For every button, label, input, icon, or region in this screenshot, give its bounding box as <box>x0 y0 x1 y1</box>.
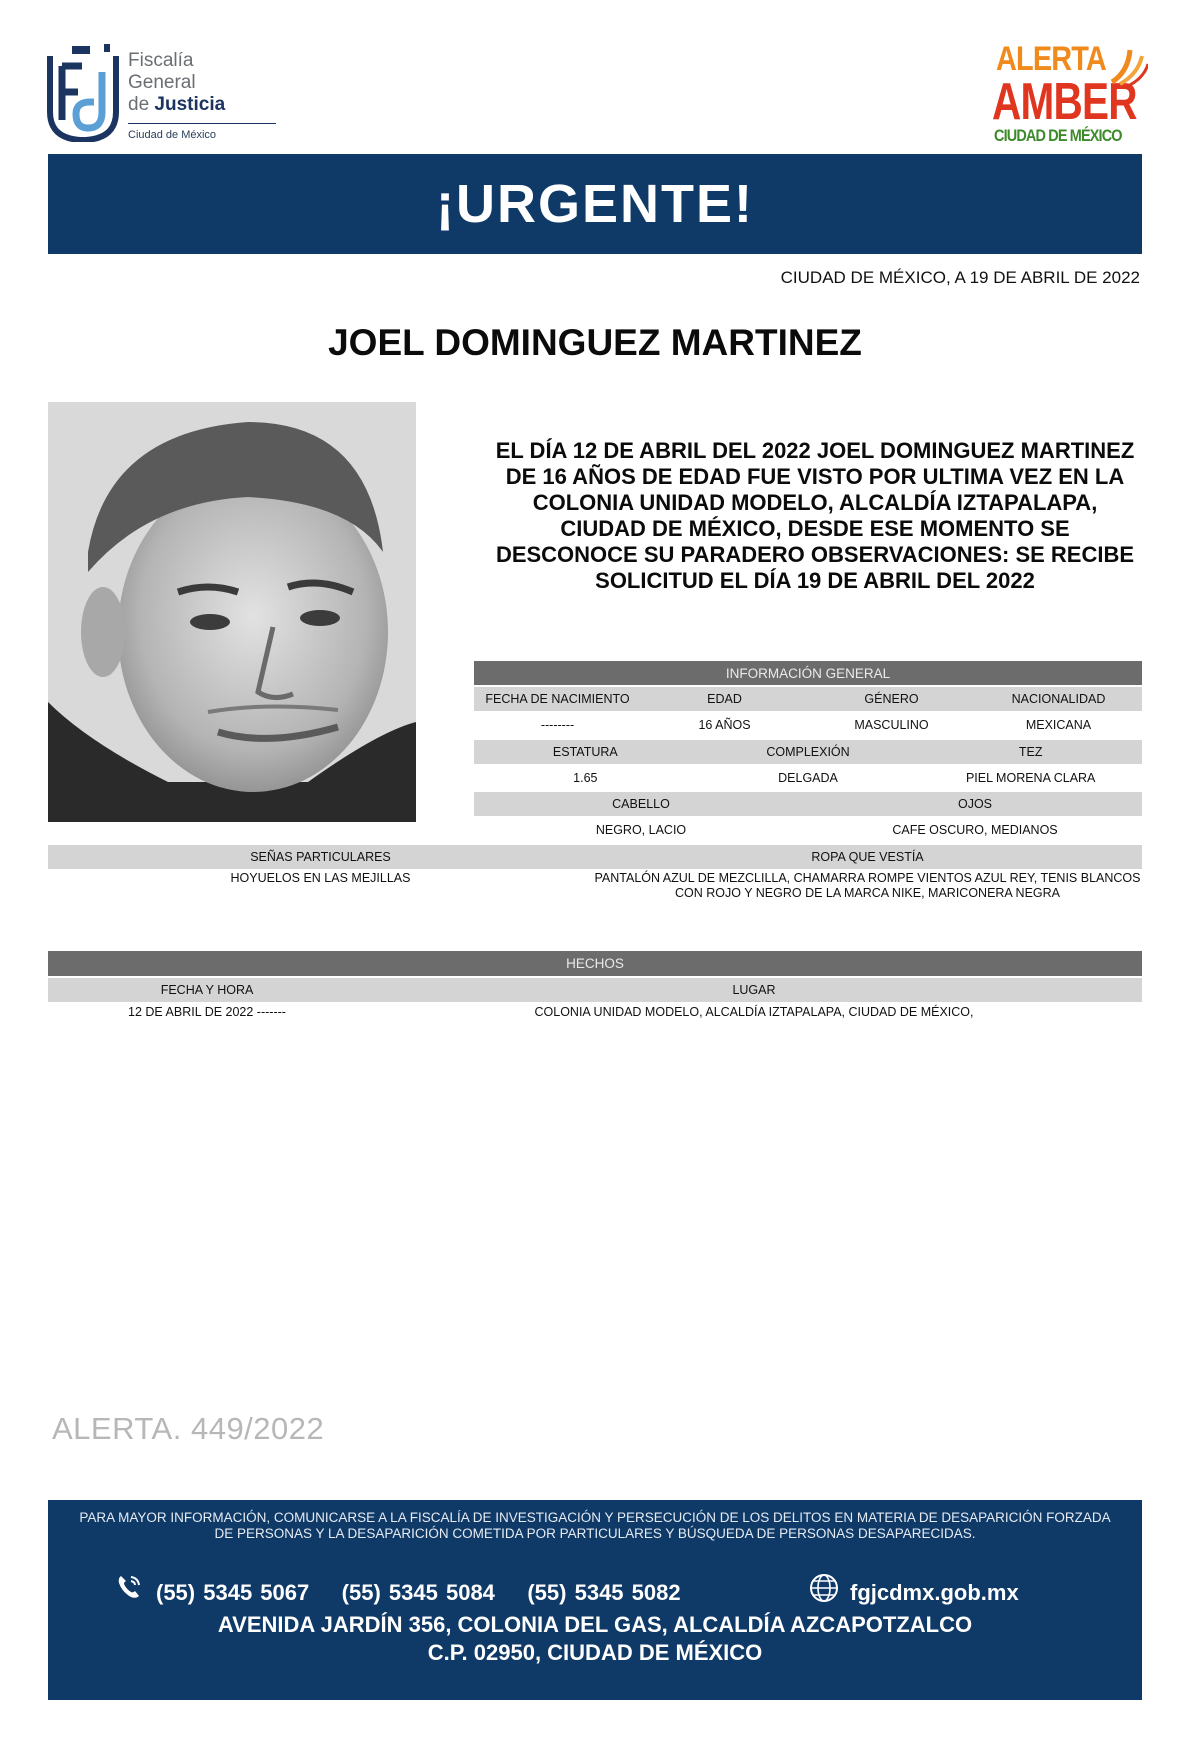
case-description: EL DÍA 12 DE ABRIL DEL 2022 JOEL DOMINGUEZ MARTINEZ DE 16 AÑOS DE EDAD FUE VISTO POR ULTIMA VEZ EN LA COLONIA UNIDAD MODELO, ALCALDÍA IZTAPALAPA, CIUDAD DE MÉXICO, DESDE ESE MOMENTO SE DESCONOCE SU PARADERO OBSERVACIONES: SE RECIBE SOLICITUD EL DÍA 19 DE ABRIL DEL 2022 <box>495 438 1135 593</box>
value-complexion: DELGADA <box>778 771 838 785</box>
label-lugar: LUGAR <box>732 983 776 997</box>
value-nacionalidad: MEXICANA <box>1025 718 1092 732</box>
label-ojos: OJOS <box>957 797 993 811</box>
info-row1-labels <box>474 687 1142 711</box>
footer-contacts <box>48 1572 1142 1608</box>
value-tez: PIEL MORENA CLARA <box>965 771 1096 785</box>
value-cabello: NEGRO, LACIO <box>595 823 687 837</box>
value-fecha-nacimiento: -------- <box>540 718 575 732</box>
fgj-logo-line3-prefix: de <box>128 94 150 115</box>
alert-number: ALERTA. 449/2022 <box>52 1411 325 1446</box>
fgj-logo-divider <box>128 123 276 124</box>
info-row2-labels <box>474 740 1142 764</box>
globe-icon <box>808 1572 840 1604</box>
label-ropa: ROPA QUE VESTÍA <box>811 850 924 864</box>
particulars-labels <box>48 845 1142 869</box>
fgj-logo-line2: General <box>128 72 196 93</box>
fgj-logo-line3 <box>128 94 225 116</box>
fgj-logo-line1: Fiscalía <box>128 50 194 71</box>
label-complexion: COMPLEXIÓN <box>766 745 850 759</box>
address-line2: C.P. 02950, CIUDAD DE MÉXICO <box>427 1640 763 1665</box>
amber-logo-line3: CIUDAD DE MÉXICO <box>994 126 1122 145</box>
fgj-logo-line4: Ciudad de México <box>128 129 217 141</box>
value-ropa: PANTALÓN AZUL DE MEZCLILLA, CHAMARRA ROMPE VIENTOS AZUL REY, TENIS BLANCOS CON ROJO Y NEGRO DE LA MARCA NIKE, MARICONERA NEGRA <box>594 871 1141 900</box>
info-row3-labels <box>474 792 1142 816</box>
particulars-values <box>48 871 1142 905</box>
label-edad: EDAD <box>707 692 742 706</box>
label-genero: GÉNERO <box>864 692 919 706</box>
label-tez: TEZ <box>1018 745 1043 759</box>
label-estatura: ESTATURA <box>552 745 618 759</box>
info-row2-values <box>474 766 1142 790</box>
portrait-image <box>48 402 416 822</box>
value-senas-particulares: HOYUELOS EN LAS MEJILLAS <box>230 871 411 885</box>
amber-signal-icon <box>1108 42 1148 86</box>
value-ojos: CAFE OSCURO, MEDIANOS <box>892 823 1058 837</box>
hechos-labels <box>48 978 1142 1002</box>
amber-logo-line1: ALERTA <box>996 40 1106 78</box>
person-name: JOEL DOMINGUEZ MARTINEZ <box>328 322 862 363</box>
info-general-title: INFORMACIÓN GENERAL <box>474 661 1142 685</box>
value-edad: 16 AÑOS <box>698 718 751 732</box>
date-line: CIUDAD DE MÉXICO, A 19 DE ABRIL DE 2022 <box>780 268 1140 287</box>
value-lugar: COLONIA UNIDAD MODELO, ALCALDÍA IZTAPALAPA, CIUDAD DE MÉXICO, <box>534 1005 974 1019</box>
address-line1: AVENIDA JARDÍN 356, COLONIA DEL GAS, ALCALDÍA AZCAPOTZALCO <box>217 1612 973 1637</box>
website-link[interactable]: fgjcdmx.gob.mx <box>850 1580 1019 1605</box>
hechos-values <box>48 1000 1142 1024</box>
phone-icon <box>114 1572 144 1602</box>
value-fecha-hora: 12 DE ABRIL DE 2022 ------- <box>128 1005 286 1019</box>
footer <box>48 1500 1142 1700</box>
urgent-banner: ¡URGENTE! <box>48 154 1142 254</box>
alerta-amber-logo <box>990 40 1150 148</box>
amber-logo-line2: AMBER <box>992 73 1137 131</box>
label-fecha-nacimiento: FECHA DE NACIMIENTO <box>485 692 630 706</box>
label-cabello: CABELLO <box>612 797 670 811</box>
info-row1-values <box>474 713 1142 737</box>
fgj-logo <box>46 42 236 146</box>
label-fecha-hora: FECHA Y HORA <box>160 983 254 997</box>
phone-numbers: (55) 5345 5067 (55) 5345 5084 (55) 5345 5082 <box>156 1580 681 1605</box>
hechos-title: HECHOS <box>48 951 1142 976</box>
person-photo <box>48 402 416 822</box>
value-estatura: 1.65 <box>573 771 598 785</box>
info-row3-values <box>474 818 1142 842</box>
footer-info-text: PARA MAYOR INFORMACIÓN, COMUNICARSE A LA FISCALÍA DE INVESTIGACIÓN Y PERSECUCIÓN DE LOS DELITOS EN MATERIA DE DESAPARICIÓN FORZADA DE PERSONAS Y LA DESAPARICIÓN COMETIDA POR PARTICULARES Y BÚSQUEDA DE PERSONAS DESAPARECIDAS. <box>79 1510 1111 1541</box>
fgj-logo-line3-bold: Justicia <box>154 94 226 115</box>
label-senas-particulares: SEÑAS PARTICULARES <box>250 850 391 864</box>
fgj-emblem-icon <box>46 42 120 142</box>
label-nacionalidad: NACIONALIDAD <box>1011 692 1106 706</box>
value-genero: MASCULINO <box>854 718 929 732</box>
